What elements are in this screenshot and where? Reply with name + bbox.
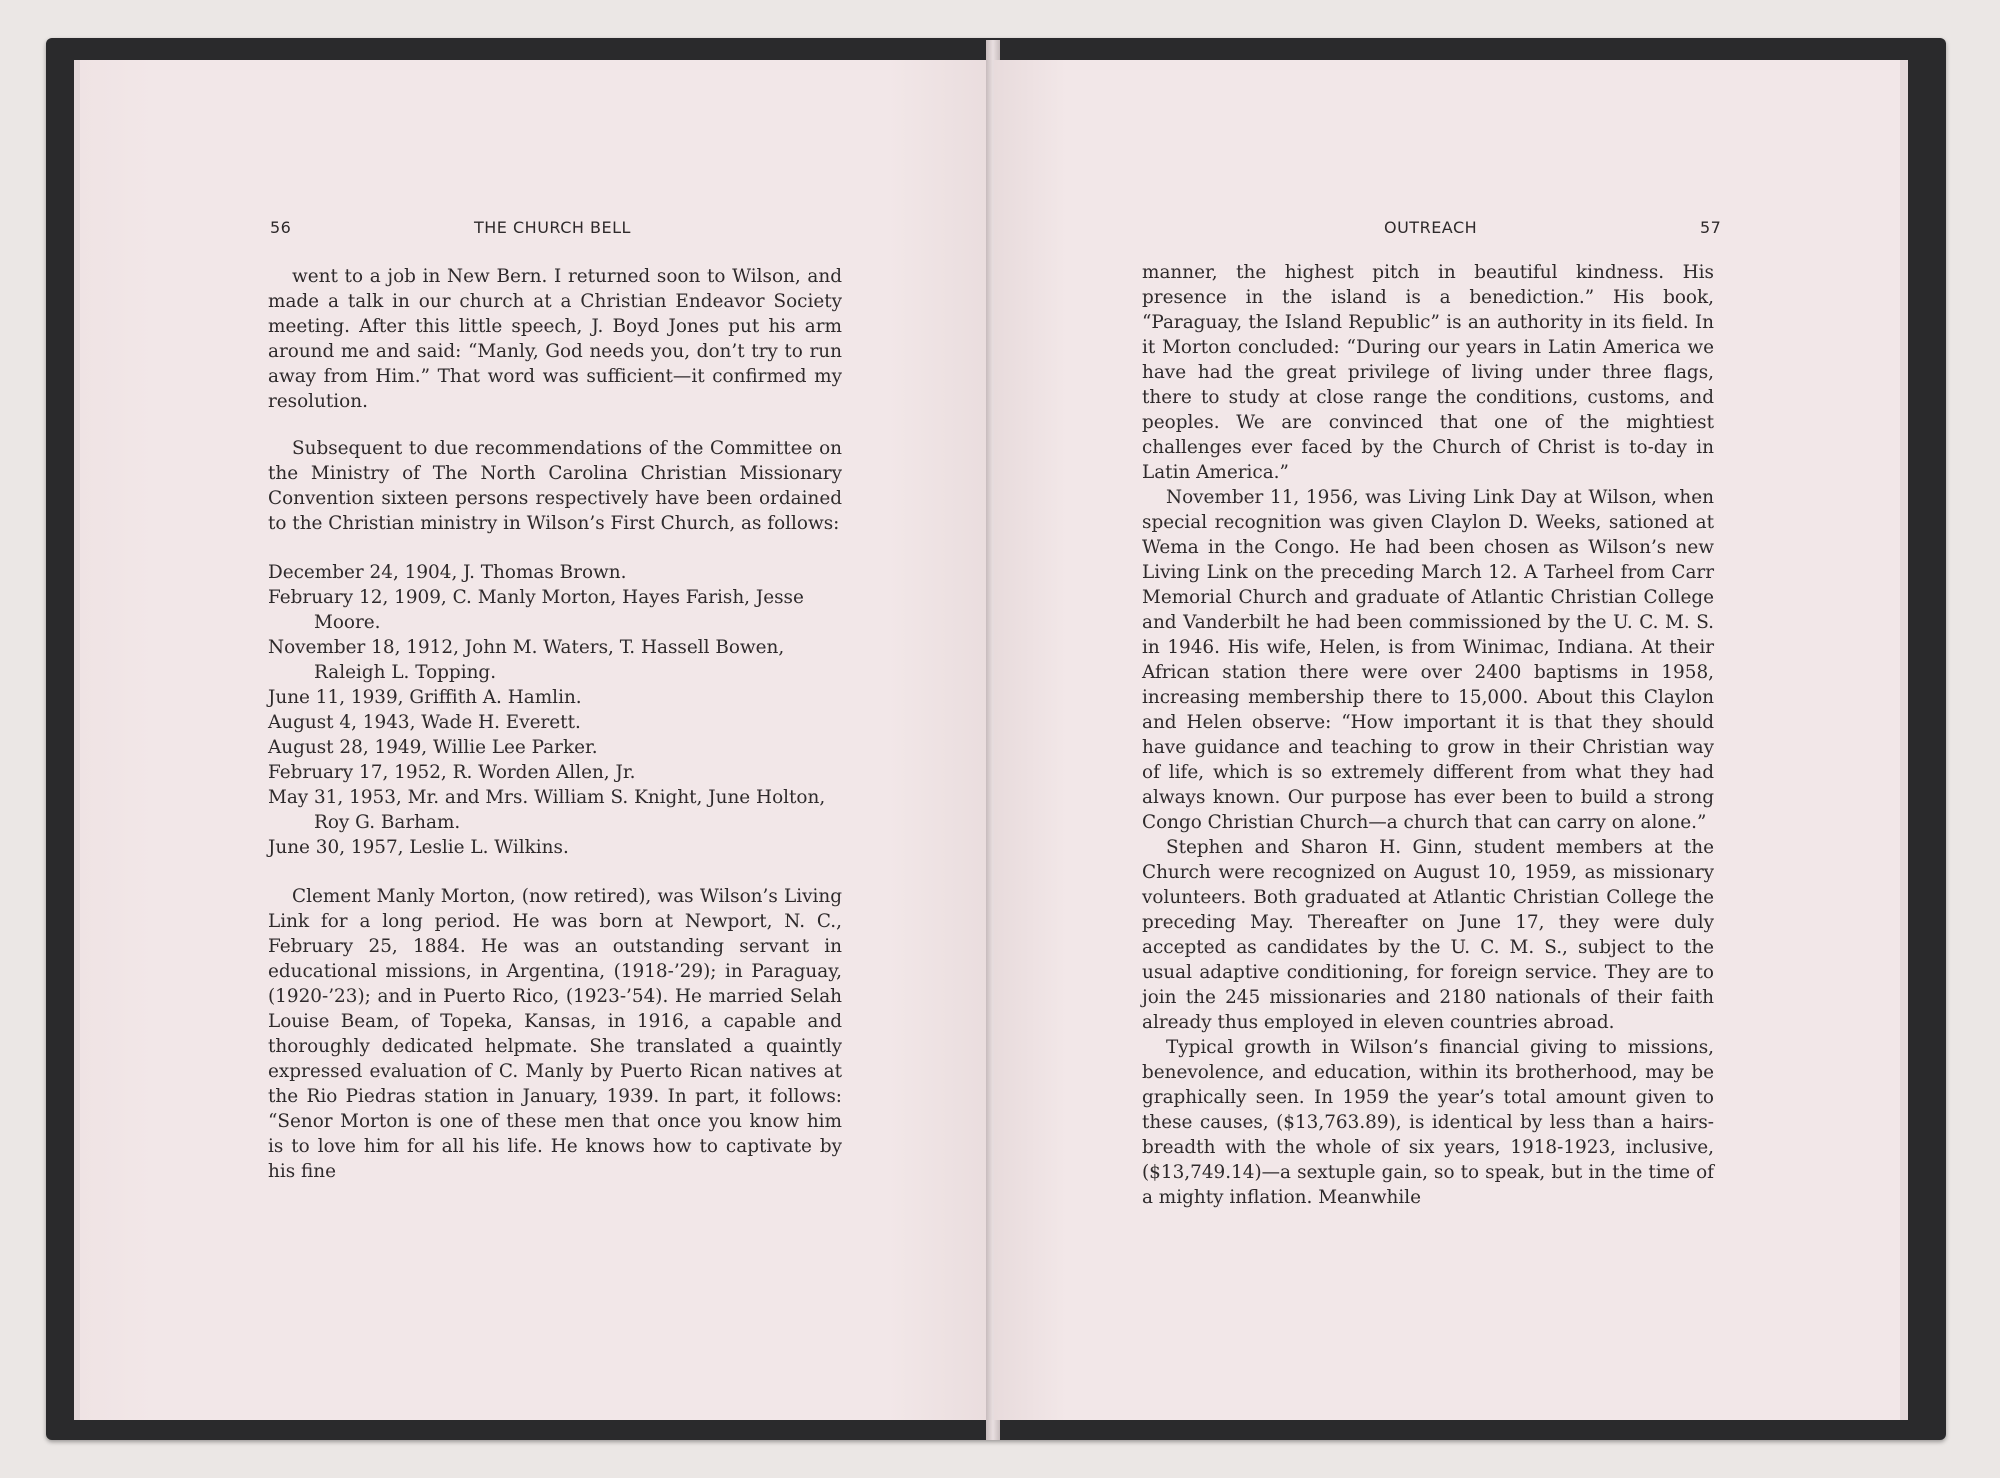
living-link-paragraph: November 11, 1956, was Living Link Day at Wilson, when special recognition was given Claylon D. Weeks, sationed at Wema in the Congo. He had been chosen as Wilson’s new Living Link on the preceding March 12. A Tarheel from Carr Memorial Church and graduate of Atlantic Christian College and Vanderbilt he had been commissioned by the U. C. M. S. in 1946. His wife, Helen, is from Winimac, Indiana. At their African station there were over 2400 baptisms in 1958, increasing membership there to 15,000. About this Claylon and Helen observe: “How important it is that they should have guidance and teaching to grow in their Christian way of life, which is so extremely different from what they had always known. Our purpose has ever been to build a strong Congo Christian Church—a church that can carry on alone.” bbox=[1142, 487, 1714, 833]
right-page-body bbox=[1142, 260, 1714, 1210]
list-item: February 17, 1952, R. Worden Allen, Jr. bbox=[268, 762, 636, 783]
list-item: June 11, 1939, Griffith A. Hamlin. bbox=[268, 687, 582, 708]
ginn-paragraph: Stephen and Sharon H. Ginn, student members at the Church were recognized on August 10, 1959, as missionary volunteers. Both graduated at Atlantic Christian College the preceding May. Thereafter on June 17, they were duly accepted as candidates by the U. C. M. S., subject to the usual adaptive conditioning, for foreign service. They are to join the 245 missionaries and 2180 nationals of their faith already thus employed in eleven countries abroad. bbox=[1142, 837, 1714, 1033]
committee-paragraph: Subsequent to due recommendations of the Committee on the Ministry of The North Carolina Christian Missionary Convention sixteen persons respectively have been ordained to the Christian ministry in Wilson’s First Church, as follows: bbox=[268, 438, 842, 534]
morton-paragraph: Clement Manly Morton, (now retired), was Wilson’s Living Link for a long period. He was born at Newport, N. C., February 25, 1884. He was an outstanding servant in educational missions, in Argentina, (1918-’29); in Paraguay, (1920-’23); and in Puerto Rico, (1923-’54). He married Selah Louise Beam, of Topeka, Kansas, in 1916, a capable and thoroughly dedicated helpmate. She translated a quaintly expressed evaluation of C. Manly by Puerto Rican natives at the Rio Piedras station in January, 1939. In part, it follows: “Senor Morton is one of these men that once you know him is to love him for all his life. He knows how to captivate by his fine bbox=[268, 886, 842, 1182]
ordination-list bbox=[268, 560, 842, 860]
list-item: June 30, 1957, Leslie L. Wilkins. bbox=[268, 837, 569, 858]
right-page bbox=[994, 60, 1908, 1420]
left-page-body bbox=[268, 264, 842, 1184]
list-item: August 4, 1943, Wade H. Everett. bbox=[268, 712, 581, 733]
left-page bbox=[74, 60, 998, 1420]
left-running-head: THE CHURCH BELL bbox=[474, 218, 631, 237]
left-page-number: 56 bbox=[270, 218, 292, 237]
right-page-number: 57 bbox=[1700, 218, 1722, 237]
list-item: May 31, 1953, Mr. and Mrs. William S. Knight, June Holton, Roy G. Barham. bbox=[268, 787, 826, 833]
financial-giving-paragraph: Typical growth in Wilson’s financial giving to missions, benevolence, and education, within its brotherhood, may be graphically seen. In 1959 the year’s total amount given to these causes, ($13,763.89), is identical by less than a hairs-breadth with the whole of six years, 1918-1923, inclusive, ($13,749.14)—a sextuple gain, so to speak, but in the time of a mighty inflation. Meanwhile bbox=[1142, 1037, 1714, 1208]
list-item: November 18, 1912, John M. Waters, T. Hassell Bowen, Raleigh L. Topping. bbox=[268, 637, 785, 683]
list-item: December 24, 1904, J. Thomas Brown. bbox=[268, 562, 627, 583]
right-running-head: OUTREACH bbox=[1384, 218, 1478, 237]
paragraph-continuation: manner, the highest pitch in beautiful kindness. His presence in the island is a benediction.” His book, “Paraguay, the Island Republic” is an authority in its field. In it Morton concluded: “During our years in Latin America we have had the great privilege of living under three flags, there to study at close range the conditions, customs, and peoples. We are convinced that one of the mightiest challenges ever faced by the Church of Christ is to-day in Latin America.” bbox=[1142, 262, 1714, 483]
list-item: February 12, 1909, C. Manly Morton, Hayes Farish, Jesse Moore. bbox=[268, 587, 804, 633]
opening-paragraph: went to a job in New Bern. I returned soon to Wilson, and made a talk in our church at a Christian Endeavor Society meeting. After this little speech, J. Boyd Jones put his arm around me and said: “Manly, God needs you, don’t try to run away from Him.” That word was sufficient—it confirmed my resolution. bbox=[268, 266, 842, 412]
list-item: August 28, 1949, Willie Lee Parker. bbox=[268, 737, 598, 758]
